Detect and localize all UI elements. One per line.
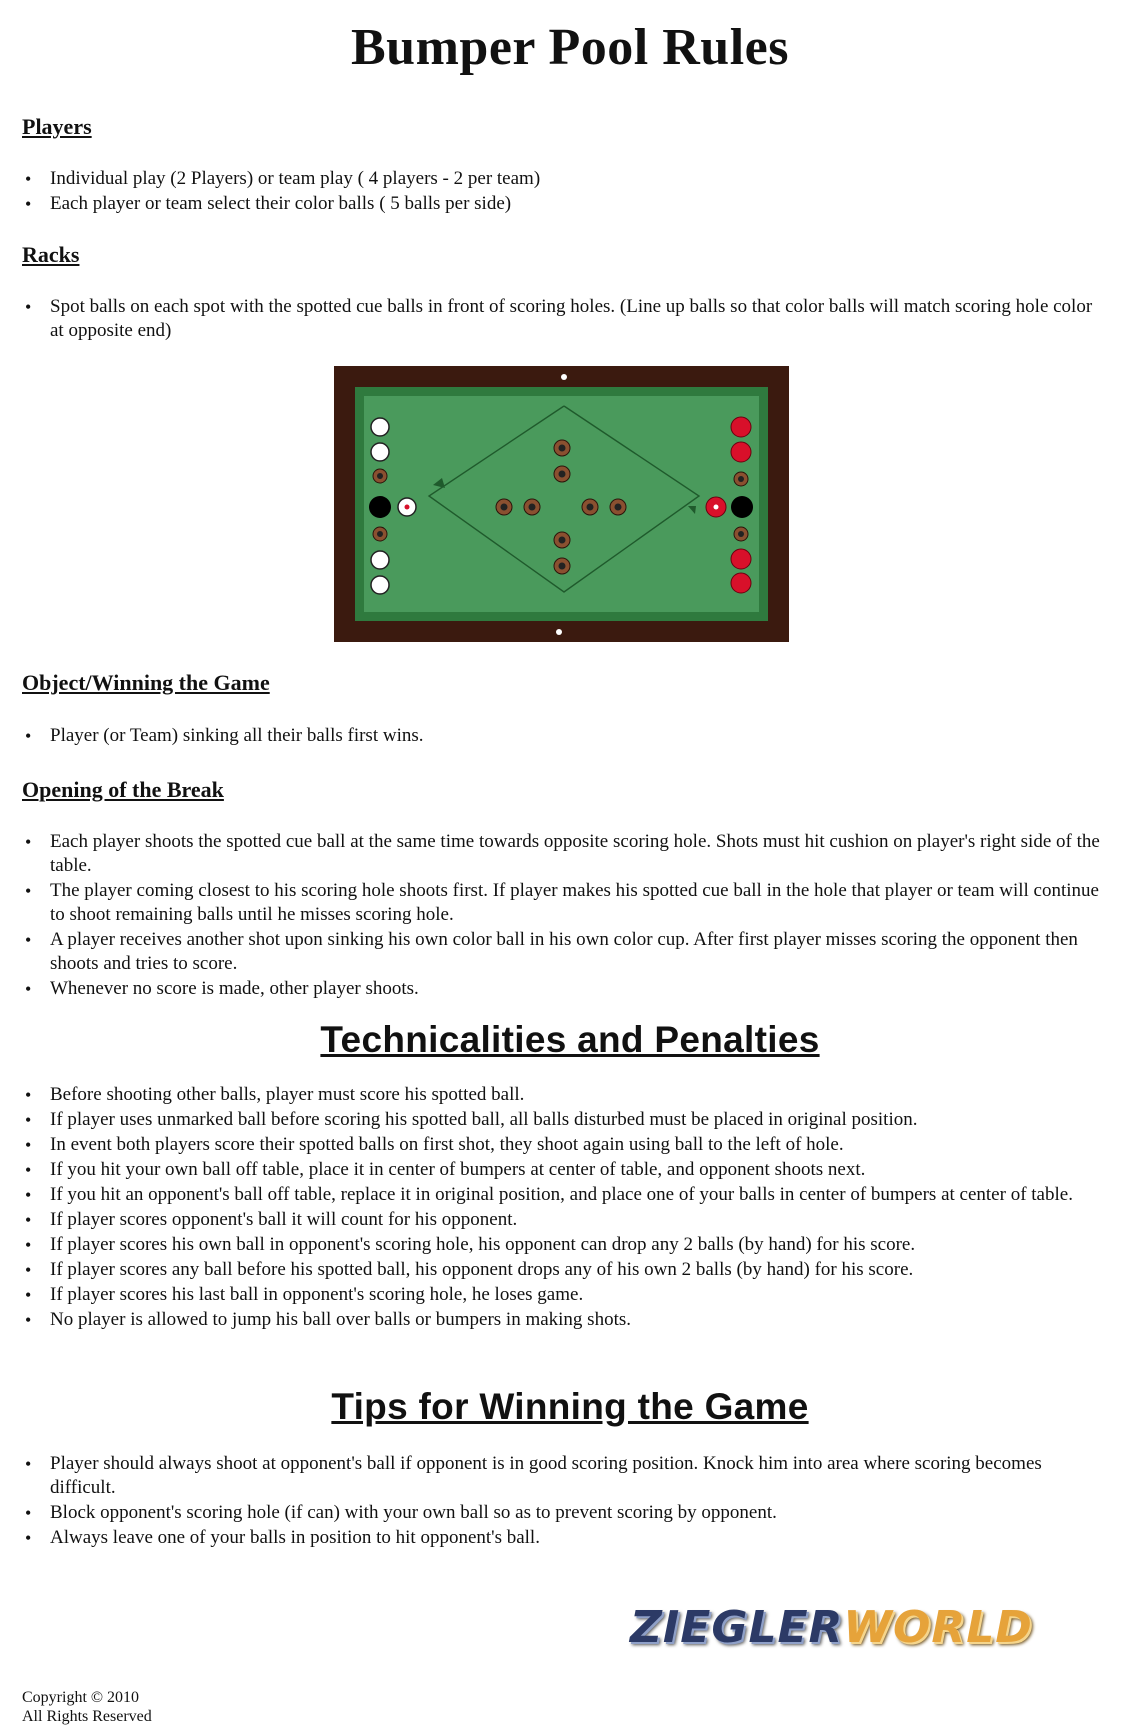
list-item: • If player scores his own ball in opponent's scoring hole, his opponent can drop any 2 balls (by hand) for his score. [22,1233,1107,1257]
spotted-cue-ball-red [706,497,726,517]
table-svg [334,366,789,642]
white-ball [371,443,389,461]
page-title: Bumper Pool Rules [350,19,789,76]
list-item: • Before shooting other balls, player must score his spotted ball. [22,1083,1107,1107]
copyright-line: Copyright © 2010 [22,1689,140,1706]
bumper [610,499,626,515]
list-item: • Each player shoots the spotted cue ball at the same time towards opposite scoring hole. Shots must hit cushion on player's right side of the table. [22,830,1107,878]
list-item: • If you hit your own ball off table, place it in center of bumpers at center of table, and opponent shoots next. [22,1158,1107,1182]
list-item: • Player (or Team) sinking all their balls first wins. [22,724,1107,748]
table-diamond-bottom [556,629,562,635]
list-item: • Each player or team select their color balls ( 5 balls per side) [22,192,1107,216]
list-item: • Spot balls on each spot with the spotted cue balls in front of scoring holes. (Line up balls so that color balls will match scoring hole color at opposite end) [22,295,1107,343]
bumper [582,499,598,515]
list-item: • If player scores opponent's ball it will count for his opponent. [22,1208,1107,1232]
list-item: • Individual play (2 Players) or team play ( 4 players - 2 per team) [22,167,1107,191]
tips-heading: Tips for Winning the Game [331,1386,809,1427]
rights-line: All Rights Reserved [22,1708,152,1725]
list-item: • Whenever no score is made, other player shoots. [22,977,1107,1001]
racks-list [22,295,1107,344]
spotted-cue-ball-white [398,498,416,516]
scoring-hole-left [369,496,391,518]
red-ball [731,549,751,569]
list-item: • In event both players score their spotted balls on first shot, they shoot again using ball to the left of hole. [22,1133,1107,1157]
object-list [22,724,1107,749]
list-item: • No player is allowed to jump his ball over balls or bumpers in making shots. [22,1308,1107,1332]
logo-text-ziegler: ZIEGLER [630,1602,844,1653]
white-ball [371,576,389,594]
list-item: • If player uses unmarked ball before scoring his spotted ball, all balls disturbed must be placed in original position. [22,1108,1107,1132]
bumper [373,469,387,483]
bumper [554,440,570,456]
object-heading: Object/Winning the Game [22,670,270,695]
technicalities-heading: Technicalities and Penalties [320,1019,820,1060]
white-ball [371,551,389,569]
bumper [524,499,540,515]
bumper-pool-table-diagram [334,366,789,642]
bumper [734,527,748,541]
bumper [734,472,748,486]
scoring-hole-right [731,496,753,518]
list-item: • Always leave one of your balls in position to hit opponent's ball. [22,1526,1107,1550]
zieglerworld-logo [630,1602,1035,1654]
tips-list [22,1452,1107,1551]
table-felt [364,396,759,612]
opening-heading: Opening of the Break [22,777,224,802]
copyright [22,1688,152,1726]
red-ball [731,417,751,437]
opening-list [22,830,1107,1002]
list-item: • The player coming closest to his scoring hole shoots first. If player makes his spotted cue ball in the hole that player or team will continue to shoot remaining balls until he misses scoring hole. [22,879,1107,927]
racks-heading: Racks [22,242,80,267]
players-list [22,167,1107,217]
logo-text-world: WORLD [843,1602,1033,1653]
bumper [554,532,570,548]
list-item: • Player should always shoot at opponent's ball if opponent is in good scoring position. Knock him into area where scoring becomes difficult. [22,1452,1107,1500]
bumper [496,499,512,515]
bumper [554,466,570,482]
list-item: • If you hit an opponent's ball off table, replace it in original position, and place one of your balls in center of bumpers at center of table. [22,1183,1107,1207]
table-diamond-top [561,374,567,380]
white-ball [371,418,389,436]
list-item: • If player scores any ball before his spotted ball, his opponent drops any of his own 2 balls (by hand) for his score. [22,1258,1107,1282]
bumper [373,527,387,541]
list-item: • Block opponent's scoring hole (if can) with your own ball so as to prevent scoring by opponent. [22,1501,1107,1525]
red-ball [731,442,751,462]
technicalities-list [22,1083,1107,1333]
red-ball [731,573,751,593]
bumper [554,558,570,574]
list-item: • If player scores his last ball in opponent's scoring hole, he loses game. [22,1283,1107,1307]
players-heading: Players [22,114,92,139]
list-item: • A player receives another shot upon sinking his own color ball in his own color cup. After first player misses scoring the opponent then shoots and tries to score. [22,928,1107,976]
